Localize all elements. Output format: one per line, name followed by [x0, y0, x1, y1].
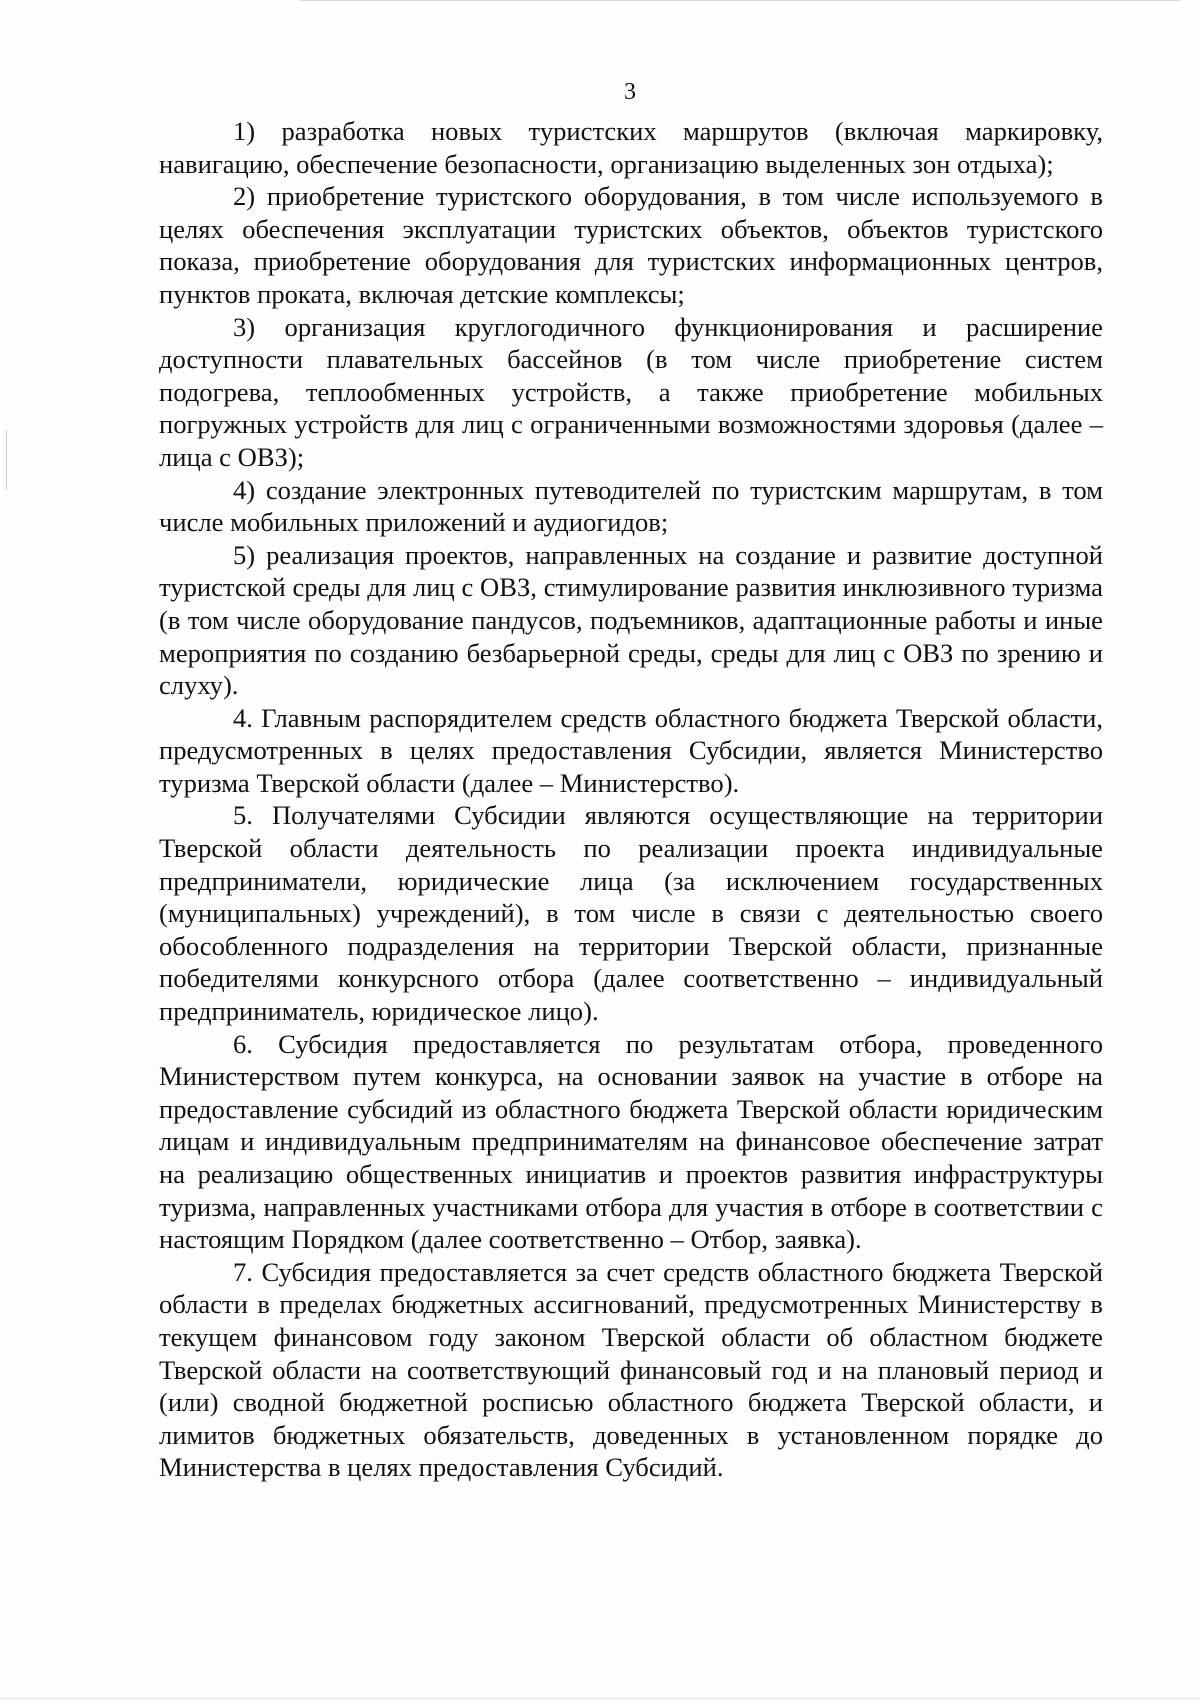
scan-edge-left: [6, 430, 7, 490]
paragraph-subitem-1: 1) разработка новых туристских маршрутов (включая маркировку, навигацию, обеспечение безопасности, организацию выделенных зон отдыха);: [159, 116, 1103, 179]
paragraph-clause-4: 4. Главным распорядителем средств областного бюджета Тверской области, предусмотренных в целях предоставления Субсидии, является Министерство туризма Тверской области (далее – Министерство).: [159, 702, 1103, 798]
paragraph-subitem-3: 3) организация круглогодичного функционирования и расширение доступности плавательных бассейнов (в том числе приобретение систем подогрева, теплообменных устройств, а также приобретение мобильных погружных устройств для лиц с ограниченными возможностями здоровья (далее – лица с ОВЗ);: [159, 311, 1103, 472]
paragraph-clause-7: 7. Субсидия предоставляется за счет средств областного бюджета Тверской области в пределах бюджетных ассигнований, предусмотренных Министерству в текущем финансовом году законом Тверской области об областном бюджете Тверской области на соответствующий финансовый год и на плановый период и (или) сводной бюджетной росписью областного бюджета Тверской области, и лимитов бюджетных обязательств, доведенных в установленном порядке до Министерства в целях предоставления Субсидий.: [159, 1256, 1103, 1483]
paragraph-subitem-2: 2) приобретение туристского оборудования, в том числе используемого в целях обеспечения эксплуатации туристских объектов, объектов туристского показа, приобретение оборудования для туристских информационных центров, пунктов проката, включая детские комплексы;: [159, 181, 1103, 309]
page-number: 3: [624, 79, 636, 105]
scan-edge-top: [300, 0, 1180, 1]
paragraph-subitem-4: 4) создание электронных путеводителей по туристским маршрутам, в том числе мобильных приложений и аудиогидов;: [159, 474, 1103, 538]
paragraph-clause-5: 5. Получателями Субсидии являются осуществляющие на территории Тверской области деятельность по реализации проекта индивидуальные предприниматели, юридические лица (за исключением государственных (муниципальных) учреждений), в том числе в связи с деятельностью своего обособленного подразделения на территории Тверской области, признанные победителями конкурсного отбора (далее соответственно – индивидуальный предприниматель, юридическое лицо).: [159, 800, 1103, 1027]
paragraph-clause-6: 6. Субсидия предоставляется по результатам отбора, проведенного Министерством путем конкурса, на основании заявок на участие в отборе на предоставление субсидий из областного бюджета Тверской области юридическим лицам и индивидуальным предпринимателям на финансовое обеспечение затрат на реализацию общественных инициатив и проектов развития инфраструктуры туризма, направленных участниками отбора для участия в отборе в соответствии с настоящим Порядком (далее соответственно – Отбор, заявка).: [159, 1028, 1103, 1255]
scan-edge-bottom: [0, 1698, 1200, 1699]
document-body: [159, 115, 1103, 1484]
paragraph-subitem-5: 5) реализация проектов, направленных на создание и развитие доступной туристской среды для лиц с ОВЗ, стимулирование развития инклюзивного туризма (в том числе оборудование пандусов, подъемников, адаптационные работы и иные мероприятия по созданию безбарьерной среды, среды для лиц с ОВЗ по зрению и слуху).: [159, 539, 1103, 701]
